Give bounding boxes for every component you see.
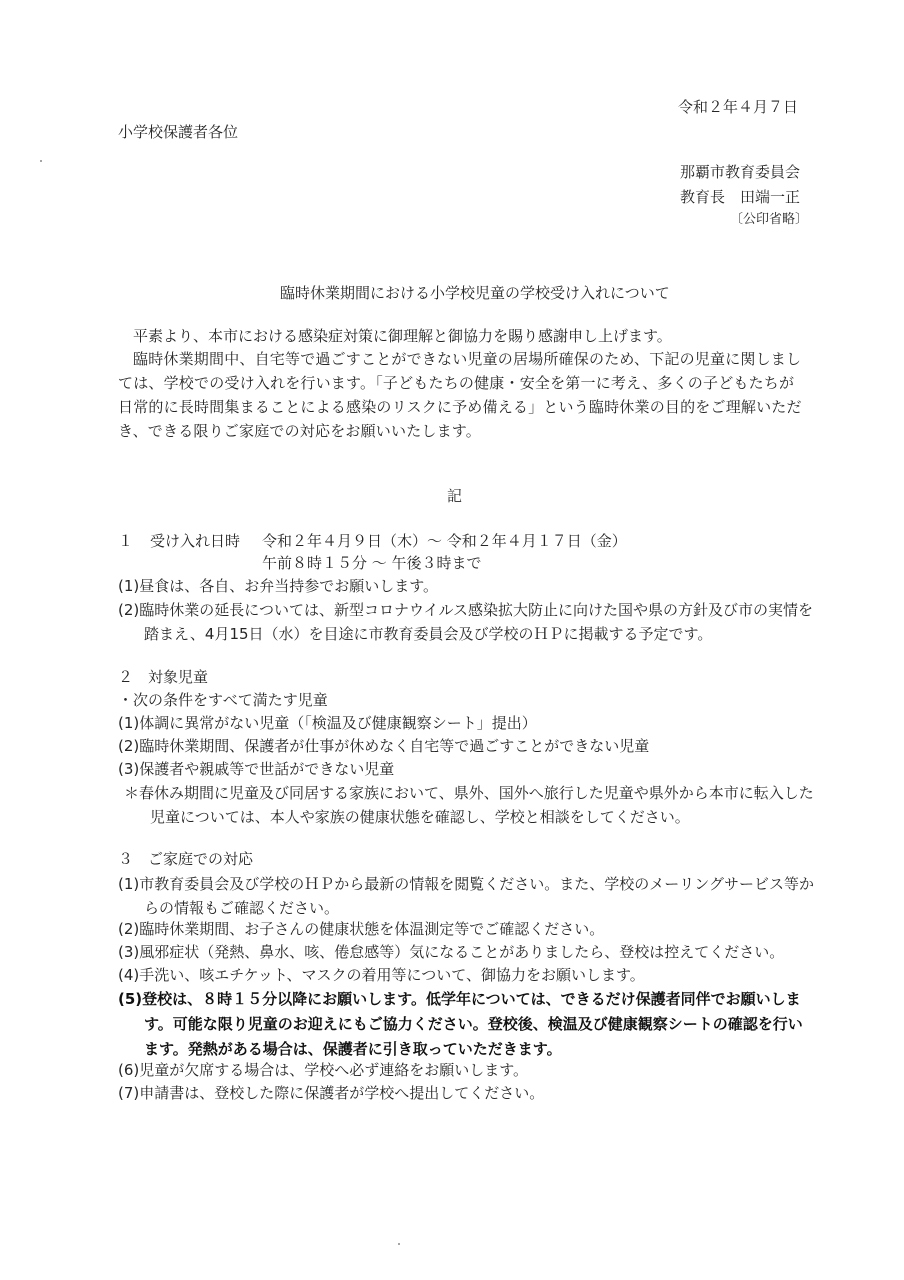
section-2-note: ＊春休み期間に児童及び同居する家族において、県外、国外へ旅行した児童や県外から本市に転入した児童については、本人や家族の健康状態を確認し、学校と相談をしてください。 — [124, 784, 814, 826]
recipient: 小学校保護者各位 — [118, 123, 239, 141]
section-2-item-3: (3)保護者や親戚等で世話ができない児童 — [118, 760, 395, 778]
sender-organization: 那覇市教育委員会 — [680, 163, 801, 181]
intro-paragraph-1: 平素より、本市における感染症対策に御理解と御協力を賜り感謝申し上げます。 — [133, 327, 672, 345]
section-1-item-2: (2)臨時休業の延長については、新型コロナウイルス感染拡大防止に向けた国や県の方針及び市の実情を踏まえ、4月15日（水）を目途に市教育委員会及び学校のＨＰに掲載する予定です。 — [118, 601, 814, 643]
section-2-heading: ２ 対象児童 — [118, 668, 209, 686]
seal-note: 〔公印省略〕 — [730, 212, 809, 227]
section-3-item-2: (2)臨時休業期間、お子さんの健康状態を体温測定等でご確認ください。 — [118, 920, 605, 938]
section-1-time-range: 午前８時１５分 〜 午後３時まで — [262, 554, 482, 572]
scan-speck — [398, 1243, 400, 1245]
section-3-item-1: (1)市教育委員会及び学校のＨＰから最新の情報を閲覧ください。また、学校のメーリングサービス等からの情報もご確認ください。 — [118, 875, 814, 917]
section-1-date-range: 令和２年４月９日（木）〜 令和２年４月１７日（金） — [262, 532, 627, 550]
section-3-heading: ３ ご家庭での対応 — [118, 850, 254, 868]
section-3-item-6: (6)児童が欠席する場合は、学校へ必ず連絡をお願いします。 — [118, 1061, 529, 1079]
section-3-item-7: (7)申請書は、登校した際に保護者が学校へ提出してください。 — [118, 1084, 545, 1102]
section-2-item-1: (1)体調に異常がない児童（「検温及び健康観察シート」提出） — [118, 714, 537, 732]
section-3-item-5-emphasis: (5)登校は、８時１５分以降にお願いします。低学年については、できるだけ保護者同伴でお願いします。可能な限り児童のお迎えにもご協力ください。登校後、検温及び健康観察シートの確認を行います。発熱がある場合は、保護者に引き取っていただきます。 — [118, 990, 803, 1058]
intro-paragraph-2: 臨時休業期間中、自宅等で過ごすことができない児童の居場所確保のため、下記の児童に関しましては、学校での受け入れを行います。「子どもたちの健康・安全を第一に考え、多くの子どもたちが日常的に長時間集まることによる感染のリスクに予め備える」という臨時休業の目的をご理解いただき、できる限りご家庭での対応をお願いいたします。 — [118, 350, 802, 440]
section-1-item-1: (1)昼食は、各自、お弁当持参でお願いします。 — [118, 577, 439, 595]
section-3-item-3: (3)風邪症状（発熱、鼻水、咳、倦怠感等）気になることがありましたら、登校は控えてください。 — [118, 943, 785, 961]
section-1-number: １ — [118, 532, 134, 550]
ki-marker: 記 — [447, 487, 463, 505]
section-3-item-4: (4)手洗い、咳エチケット、マスクの着用等について、御協力をお願いします。 — [118, 966, 645, 984]
sender-person: 教育長 田端一正 — [680, 188, 801, 206]
section-2-item-2: (2)臨時休業期間、保護者が仕事が休めなく自宅等で過ごすことができない児童 — [118, 737, 650, 755]
scan-speck — [40, 160, 42, 162]
section-2-lead: ・次の条件をすべて満たす児童 — [118, 691, 328, 709]
section-1-heading: 受け入れ日時 — [150, 532, 241, 550]
document-date: 令和２年４月７日 — [678, 98, 799, 116]
document-title: 臨時休業期間における小学校児童の学校受け入れについて — [280, 284, 670, 302]
